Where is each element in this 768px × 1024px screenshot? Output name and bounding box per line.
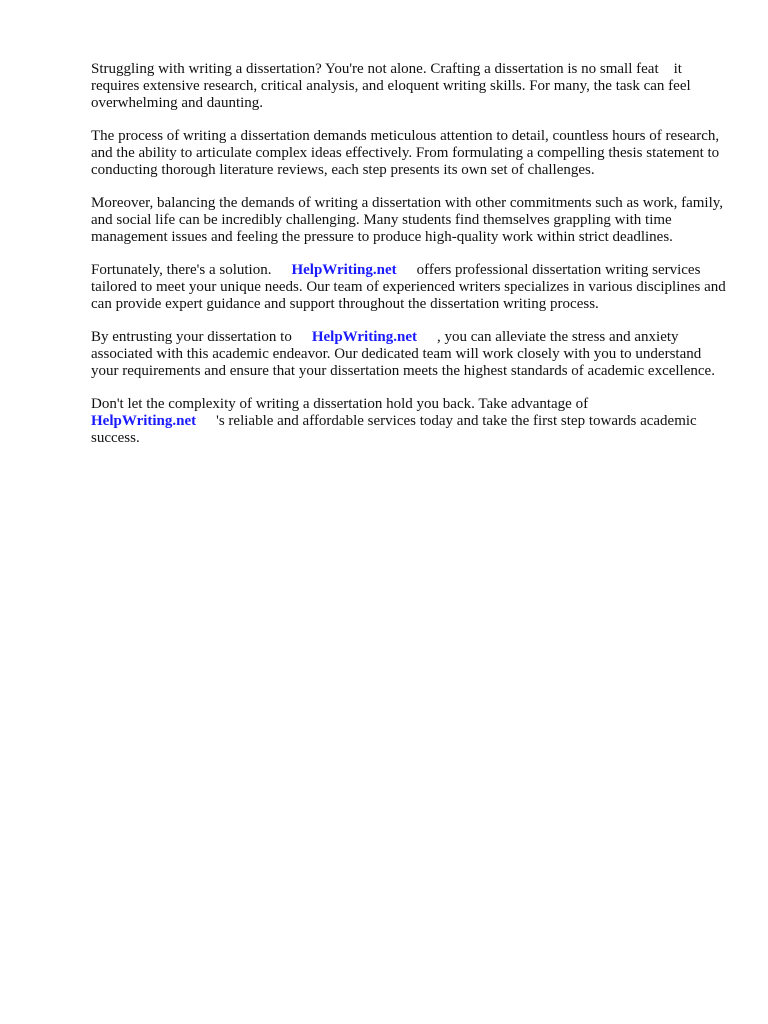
document-body	[91, 61, 731, 463]
paragraph-closing	[91, 396, 731, 447]
paragraph-solution	[91, 262, 731, 313]
paragraph-balancing: Moreover, balancing the demands of writing a dissertation with other commitments such as work, family, and social life can be incredibly challenging. Many students find themselves grappling with time management issues and feeling the pressure to produce high-quality work within strict deadlines.	[91, 195, 724, 245]
helpwriting-link[interactable]: HelpWriting.net	[311, 329, 417, 345]
paragraph-solution-lead: Fortunately, there's a solution.	[91, 262, 272, 278]
helpwriting-link[interactable]: HelpWriting.net	[291, 262, 397, 278]
paragraph-closing-rest: 's reliable and affordable services today and take the first step towards academic success.	[91, 413, 697, 446]
paragraph-intro: Struggling with writing a dissertation? You're not alone. Crafting a dissertation is no small feat it requires extensive research, critical analysis, and eloquent writing skills. For many, the task can feel overwhelming and daunting.	[91, 61, 691, 111]
helpwriting-link[interactable]: HelpWriting.net	[91, 413, 197, 429]
paragraph-entrusting-rest: , you can alleviate the stress and anxiety associated with this academic endeavor. Our dedicated team will work closely with you to understand your requirements and ensure that your dissertation meets the highest standards of academic excellence.	[91, 329, 715, 379]
paragraph-entrusting	[91, 329, 731, 380]
paragraph-entrusting-lead: By entrusting your dissertation to	[91, 329, 292, 345]
paragraph-closing-lead: Don't let the complexity of writing a dissertation hold you back. Take advantage of	[91, 396, 589, 412]
paragraph-solution-rest: offers professional dissertation writing services tailored to meet your unique needs. Our team of experienced writers specializes in various disciplines and can provide expert guidance and support throughout the dissertation writing process.	[91, 262, 726, 312]
paragraph-process: The process of writing a dissertation demands meticulous attention to detail, countless hours of research, and the ability to articulate complex ideas effectively. From formulating a compelling thesis statement to conducting thorough literature reviews, each step presents its own set of challenges.	[91, 128, 720, 178]
